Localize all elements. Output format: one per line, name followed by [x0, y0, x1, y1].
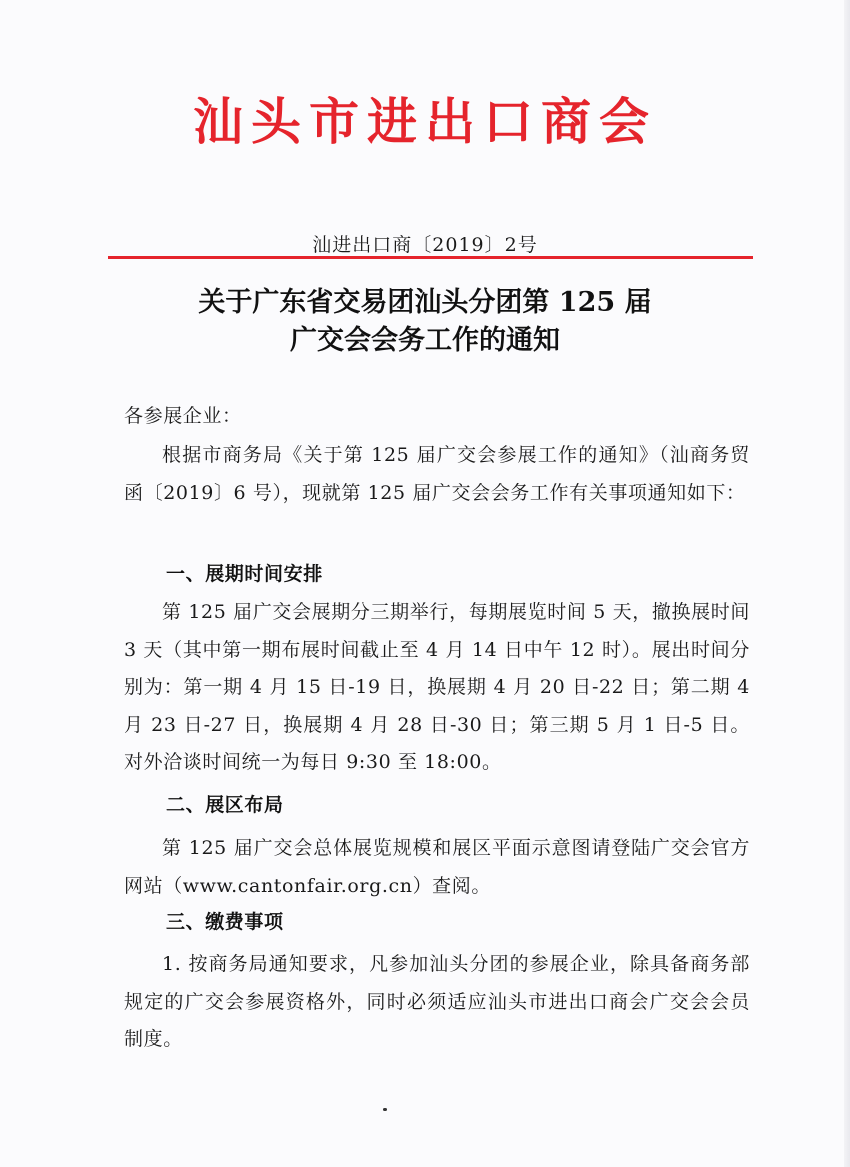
- document-title: [0, 284, 850, 360]
- section-heading-schedule: 一、展期时间安排: [166, 563, 323, 585]
- scan-speck: [383, 1108, 387, 1111]
- salutation: 各参展企业：: [124, 405, 242, 427]
- letterhead-organization: 汕头市进出口商会: [193, 92, 657, 151]
- letterhead-red-rule: [108, 256, 753, 259]
- intro-paragraph: 根据市商务局《关于第 125 届广交会参展工作的通知》（汕商务贸函〔2019〕6 号），现就第 125 届广交会会务工作有关事项通知如下：: [124, 444, 750, 504]
- page-edge: [844, 0, 850, 1167]
- section-paragraph-layout: 第 125 届广交会总体展览规模和展区平面示意图请登陆广交会官方网站（www.cantonfair.org.cn）查阅。: [124, 837, 750, 897]
- section-heading-fees: 三、缴费事项: [166, 911, 284, 933]
- section-paragraph-fees: 1. 按商务局通知要求，凡参加汕头分团的参展企业，除具备商务部规定的广交会参展资格外，同时必须适应汕头市进出口商会广交会会员制度。: [124, 953, 750, 1050]
- section-paragraph-schedule: 第 125 届广交会展期分三期举行，每期展览时间 5 天，撤换展时间 3 天（其中第一期布展时间截止至 4 月 14 日中午 12 时）。展出时间分别为：第一期 4 月 15 日-19 日，换展期 4 月 20 日-22 日；第二期 4 月 23 日-27 日，换展期 4 月 28 日-30 日；第三期 5 月 1 日-5 日。对外洽谈时间统一为每日 9:30 至 18:00。: [124, 601, 750, 773]
- title-line-1: 关于广东省交易团汕头分团第 125 届: [198, 287, 652, 318]
- document-number: 汕进出口商〔2019〕2号: [312, 234, 538, 256]
- title-line-2: 广交会会务工作的通知: [290, 325, 560, 356]
- section-heading-layout: 二、展区布局: [166, 794, 284, 816]
